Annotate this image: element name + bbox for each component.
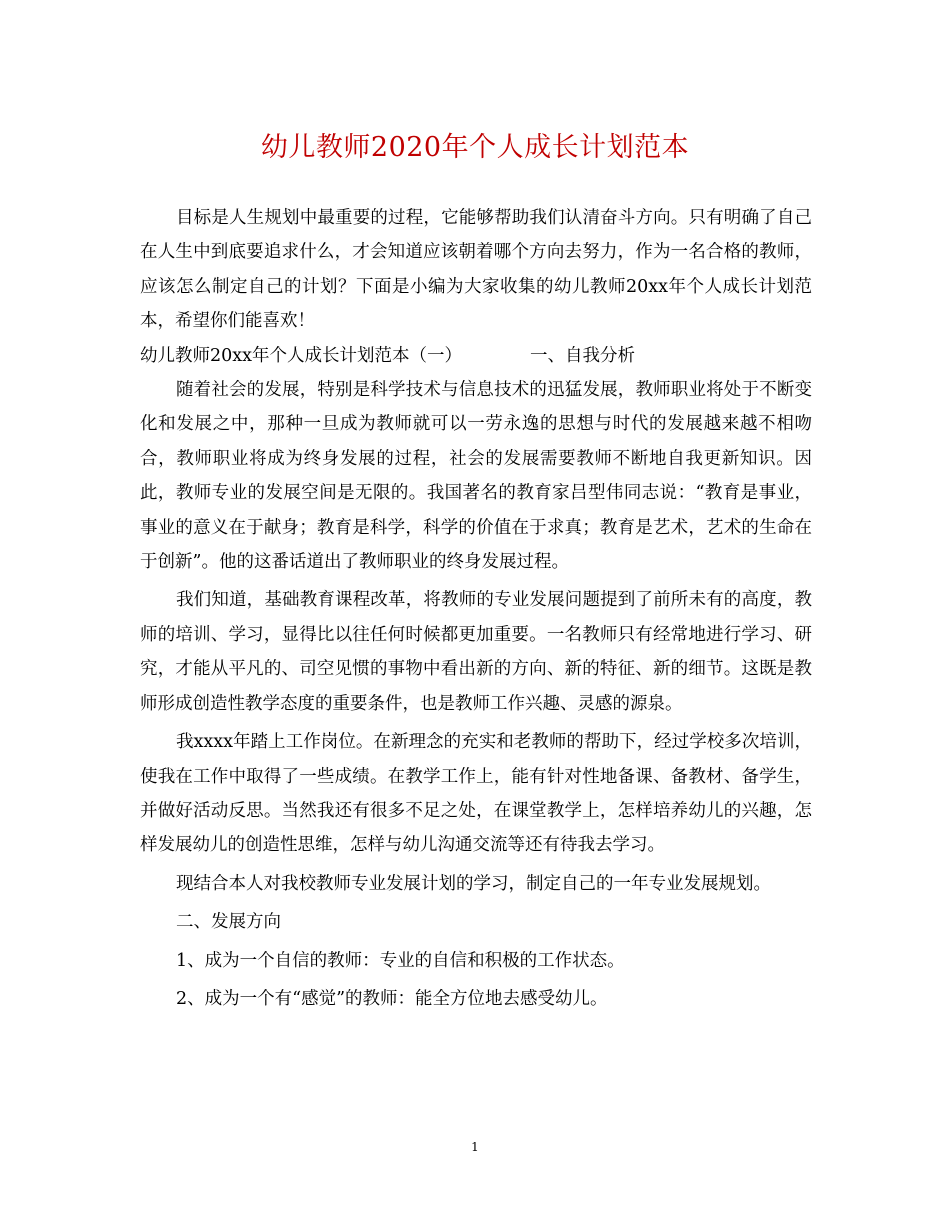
- body-paragraph-curriculum-reform: 我们知道，基础教育课程改革，将教师的专业发展问题提到了前所未有的高度，教师的培训、学习，显得比以往任何时候都更加重要。一名教师只有经常地进行学习、研究，才能从平凡的、司空见惯的事物中看出新的方向、新的特征、新的细节。这既是教师形成创造性教学态度的重要条件，也是教师工作兴趣、灵感的源泉。: [140, 590, 812, 714]
- section-heading-direction: 二、发展方向: [176, 912, 281, 933]
- body-paragraph-work-history: 我xxxx年踏上工作岗位。在新理念的充实和老教师的帮助下，经过学校多次培训，使我在工作中取得了一些成绩。在教学工作上，能有针对性地备课、备教材、备学生，并做好活动反思。当然我还有很多不足之处，在课堂教学上，怎样培养幼儿的兴趣，怎样发展幼儿的创造性思维，怎样与幼儿沟通交流等还有待我去学习。: [140, 732, 812, 856]
- list-item-perceptive-teacher: 2、成为一个有“感觉”的教师：能全方位地去感受幼儿。: [176, 988, 608, 1009]
- page-number: 1: [471, 1140, 479, 1154]
- document-body: [140, 201, 812, 1016]
- list-item-confident-teacher: 1、成为一个自信的教师：专业的自信和积极的工作状态。: [176, 950, 625, 971]
- section-heading-left: 幼儿教师20xx年个人成长计划范本（一）: [140, 345, 463, 366]
- section-heading-line: [140, 339, 812, 373]
- body-paragraph-self-analysis: 随着社会的发展，特别是科学技术与信息技术的迅猛发展，教师职业将处于不断变化和发展之中，那种一旦成为教师就可以一劳永逸的思想与时代的发展越来越不相吻合，教师职业将成为终身发展的过程，社会的发展需要教师不断地自我更新知识。因此，教师专业的发展空间是无限的。我国著名的教育家吕型伟同志说：“教育是事业，事业的意义在于献身；教育是科学，科学的价值在于求真；教育是艺术，艺术的生命在于创新”。他的这番话道出了教师职业的终身发展过程。: [140, 380, 812, 573]
- section-heading-right: 一、自我分析: [530, 345, 636, 366]
- intro-paragraph: 目标是人生规划中最重要的过程，它能够帮助我们认清奋斗方向。只有明确了自己在人生中到底要追求什么，才会知道应该朝着哪个方向去努力，作为一名合格的教师，应该怎么制定自己的计划？下面是小编为大家收集的幼儿教师20xx年个人成长计划范本，希望你们能喜欢！: [140, 208, 812, 332]
- body-paragraph-plan-intro: 现结合本人对我校教师专业发展计划的学习，制定自己的一年专业发展规划。: [176, 873, 771, 894]
- document-title: 幼儿教师2020年个人成长计划范本: [260, 132, 690, 163]
